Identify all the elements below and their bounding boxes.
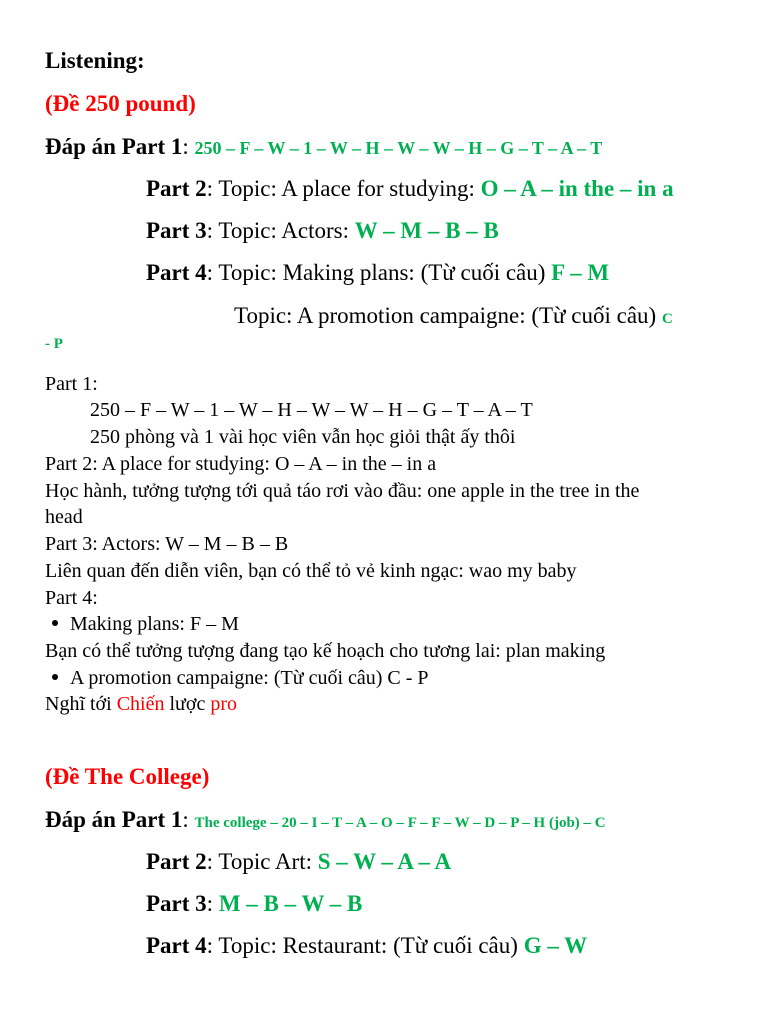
exam2-part4-text: : Topic: Restaurant: (Từ cuối câu)	[206, 933, 524, 958]
exam1-part2-answer: O – A – in the – in a	[480, 176, 674, 201]
exam1-part1-line	[45, 134, 602, 160]
exam2-part1-answer: The college – 20 – I – T – A – O – F – F – W – D – P – H (job) – C	[194, 815, 606, 831]
exam1-part4-answer: F – M	[551, 260, 610, 285]
exam2-part4-label: Part 4	[146, 933, 207, 958]
notes-bullet1-text: Making plans: F – M	[70, 613, 239, 635]
exam1-part4b-text: Topic: A promotion campaigne: (Từ cuối câu)	[234, 303, 662, 328]
exam1-part4b-answer-a: C	[661, 311, 673, 327]
exam1-title: (Đề 250 pound)	[45, 91, 196, 116]
notes-final-c: lược	[164, 693, 211, 715]
exam1-part4-text: : Topic: Making plans: (Từ cuối câu)	[206, 260, 552, 285]
exam1-part1-answer: 250 – F – W – 1 – W – H – W – W – H – G – T – A – T	[194, 138, 603, 158]
page-title: Listening:	[45, 48, 145, 73]
notes-final-d: pro	[210, 693, 238, 715]
notes-part2-mnemonic: Học hành, tưởng tượng tới quả táo rơi vào đầu: one apple in the tree in the	[45, 480, 640, 502]
exam1-part4b-line	[234, 303, 673, 329]
exam1-part4b-answer-b: - P	[45, 336, 63, 352]
exam2-part1-line	[45, 807, 606, 833]
exam2-part2-answer: S – W – A – A	[317, 849, 452, 874]
notes-part1-sequence: 250 – F – W – 1 – W – H – W – W – H – G – T – A – T	[90, 399, 533, 421]
notes-final-a: Nghĩ tới	[45, 693, 117, 715]
exam2-part2-label: Part 2	[146, 849, 207, 874]
notes-final-b: Chiến	[116, 693, 165, 715]
exam1-part3-text: : Topic: Actors:	[206, 218, 355, 243]
exam1-part3-answer: W – M – B – B	[354, 218, 499, 243]
notes-final-line	[45, 691, 237, 717]
exam2-part2-text: : Topic Art:	[206, 849, 318, 874]
notes-part2-mnemonic-cont: head	[45, 506, 83, 528]
notes-part4-mnemonic: Bạn có thể tưởng tượng đang tạo kế hoạch cho tương lai: plan making	[45, 640, 606, 662]
exam2-part3-answer: M – B – W – B	[218, 891, 363, 916]
exam2-part3-label: Part 3	[146, 891, 207, 916]
exam1-part3-label: Part 3	[146, 218, 207, 243]
bullet-icon	[52, 620, 58, 626]
exam2-title: (Đề The College)	[45, 764, 210, 789]
exam1-part2-label: Part 2	[146, 176, 207, 201]
exam2-part3-text: :	[206, 891, 219, 916]
notes-part1-heading: Part 1:	[45, 373, 98, 395]
exam1-part1-label: Đáp án Part 1	[45, 134, 183, 159]
notes-bullet2-text: A promotion campaigne: (Từ cuối câu) C - P	[70, 667, 429, 689]
exam2-part4-line	[146, 933, 587, 959]
notes-part4-heading: Part 4:	[45, 587, 98, 609]
notes-bullet-item	[52, 665, 429, 691]
notes-part1-mnemonic: 250 phòng và 1 vài học viên vẫn học giỏi thật ấy thôi	[90, 426, 516, 448]
exam2-part1-label: Đáp án Part 1	[45, 807, 183, 832]
exam1-part2-text: : Topic: A place for studying:	[206, 176, 481, 201]
notes-part2-line: Part 2: A place for studying: O – A – in the – in a	[45, 453, 437, 475]
notes-bullet-item	[52, 611, 239, 637]
bullet-icon	[52, 674, 58, 680]
exam2-part2-line	[146, 849, 451, 875]
exam1-part1-colon: :	[182, 134, 195, 159]
exam1-part3-line	[146, 218, 499, 244]
exam2-part4-answer: G – W	[523, 933, 588, 958]
exam1-part4-label: Part 4	[146, 260, 207, 285]
notes-part3-line: Part 3: Actors: W – M – B – B	[45, 533, 289, 555]
exam1-part2-line	[146, 176, 674, 202]
exam2-part1-colon: :	[182, 807, 195, 832]
exam1-part4-line	[146, 260, 609, 286]
exam2-part3-line	[146, 891, 362, 917]
notes-part3-mnemonic: Liên quan đến diễn viên, bạn có thể tỏ vẻ kinh ngạc: wao my baby	[45, 560, 577, 582]
